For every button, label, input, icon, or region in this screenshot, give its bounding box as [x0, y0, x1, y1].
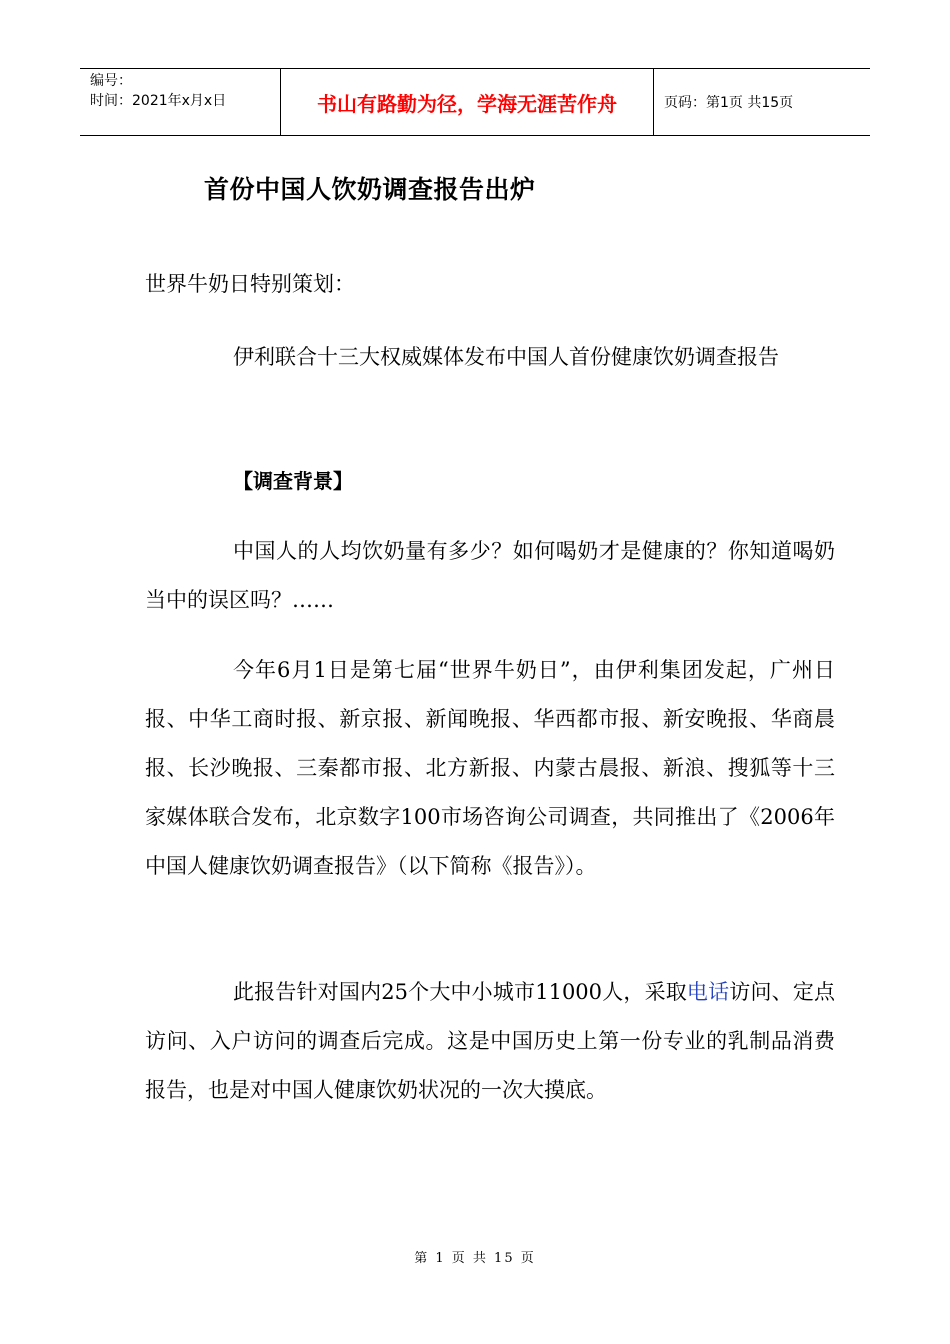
motto-text: 书山有路勤为径，学海无涯苦作舟: [317, 91, 617, 116]
subtitle-text: 世界牛奶日特别策划：: [145, 272, 355, 296]
paragraph-3: [145, 968, 835, 1115]
phone-link[interactable]: 电话: [686, 980, 730, 1004]
page-number-label: 页码：第1页 共15页: [664, 95, 794, 111]
page-footer: 第 1 页 共 15 页: [414, 1251, 536, 1266]
intro-block: [145, 333, 835, 382]
subtitle-block: [145, 260, 835, 309]
date-label: 时间：2021年x月x日: [90, 93, 227, 109]
paragraph-2-block: [145, 646, 835, 891]
section-heading: 【调查背景】: [233, 469, 353, 493]
paragraph-1: 中国人的人均饮奶量有多少？如何喝奶才是健康的？你知道喝奶当中的误区吗？……: [145, 539, 835, 612]
paragraph-3-before: 此报告针对国内25个大中小城市11000人，采取: [233, 980, 687, 1004]
header-motto-cell: [281, 69, 654, 135]
document-title: 首份中国人饮奶调查报告出炉: [204, 175, 536, 204]
paragraph-2: 今年6月1日是第七届“世界牛奶日”，由伊利集团发起，广州日报、中华工商时报、新京报、新闻晚报、华西都市报、新安晚报、华商晨报、长沙晚报、三秦都市报、北方新报、内蒙古晨报、新浪、搜狐等十三家媒体联合发布，北京数字100市场咨询公司调查，共同推出了《2006年中国人健康饮奶调查报告》（以下简称《报告》）。: [145, 658, 835, 878]
intro-text: 伊利联合十三大权威媒体发布中国人首份健康饮奶调查报告: [233, 345, 779, 369]
number-label: 编号：: [90, 73, 132, 89]
page-header: [80, 68, 870, 136]
paragraph-1-block: [145, 527, 835, 625]
paragraph-3-block: [145, 968, 835, 1115]
header-info-cell: [80, 69, 281, 135]
header-page-cell: [654, 69, 870, 135]
paragraph-3-after: 访问、定点访问、入户访问的调查后完成。这是中国历史上第一份专业的乳制品消费报告，也是对中国人健康饮奶状况的一次大摸底。: [145, 980, 835, 1102]
